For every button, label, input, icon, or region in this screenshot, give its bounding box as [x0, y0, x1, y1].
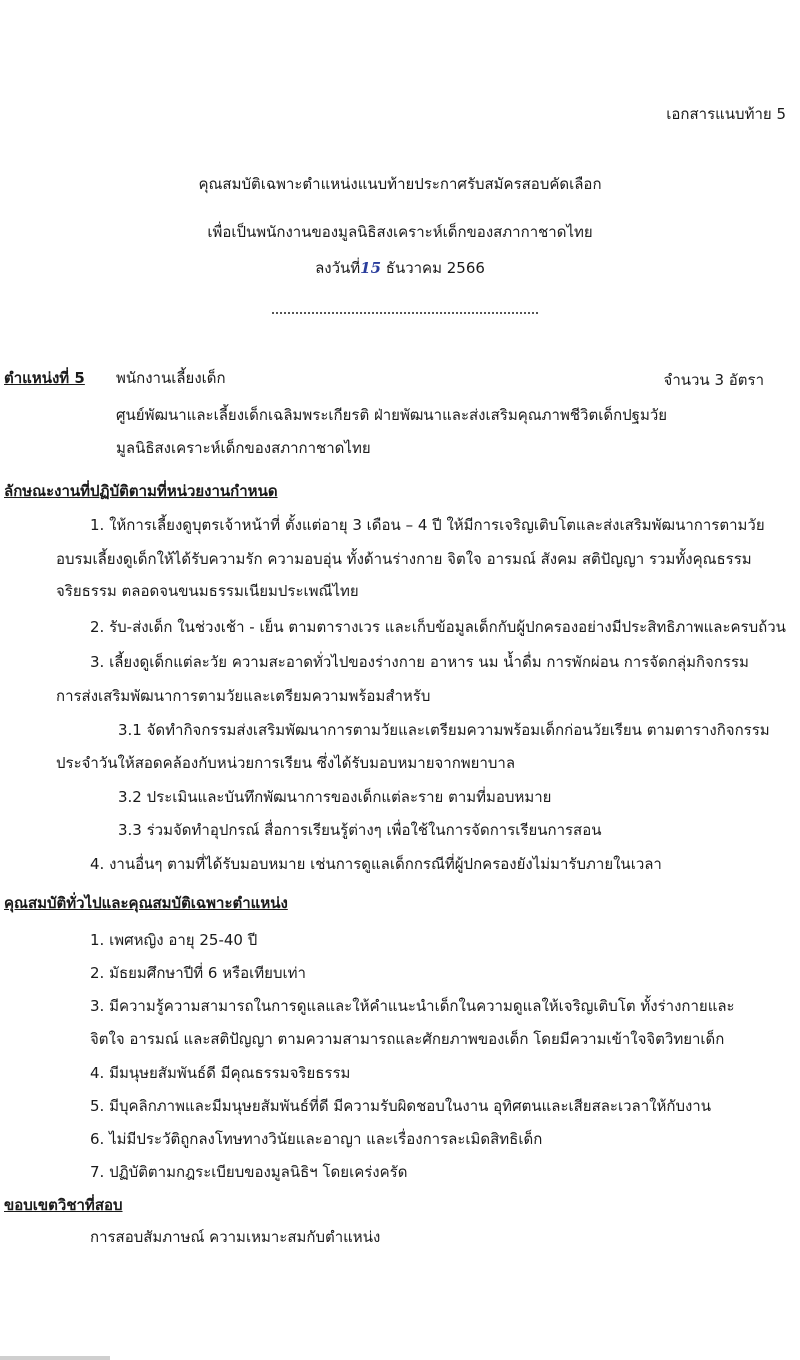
exam-heading: ขอบเขตวิชาที่สอบ [4, 1196, 123, 1214]
duty-line: อบรมเลี้ยงดูเด็กให้ได้รับความรัก ความอบอุ่น ทั้งด้านร่างกาย จิตใจ อารมณ์ สังคม สติปัญญา รวมทั้งคุณธรรม [56, 550, 752, 568]
header-line-2: เพื่อเป็นพนักงานของมูลนิธิสงเคราะห์เด็กของสภากาชาดไทย [207, 223, 593, 241]
date-suffix: ธันวาคม 2566 [381, 259, 485, 277]
qualification-line: จิตใจ อารมณ์ และสติปัญญา ตามความสามารถและศักยภาพของเด็ก โดยมีความเข้าใจจิตวิทยาเด็ก [90, 1030, 725, 1048]
qualification-line: 1. เพศหญิง อายุ 25-40 ปี [90, 931, 258, 949]
scan-edge-mark [0, 1356, 110, 1360]
qualifications-heading: คุณสมบัติทั่วไปและคุณสมบัติเฉพาะตำแหน่ง [4, 894, 288, 912]
position-label: ตำแหน่งที่ 5 [4, 369, 85, 387]
date-prefix: ลงวันที่ [315, 259, 361, 277]
duty-line: 3.2 ประเมินและบันทึกพัฒนาการของเด็กแต่ละราย ตามที่มอบหมาย [118, 788, 552, 806]
duty-line: จริยธรรม ตลอดจนขนมธรรมเนียมประเพณีไทย [56, 582, 359, 600]
date-day-handwritten: 15 [360, 259, 382, 277]
qualification-line: 7. ปฏิบัติตามกฎระเบียบของมูลนิธิฯ โดยเคร่งครัด [90, 1163, 408, 1181]
duty-line: 1. ให้การเลี้ยงดูบุตรเจ้าหน้าที่ ตั้งแต่อายุ 3 เดือน – 4 ปี ให้มีการเจริญเติบโตและส่งเสริมพัฒนาการตามวัย [90, 516, 765, 534]
duties-heading: ลักษณะงานที่ปฏิบัติตามที่หน่วยงานกำหนด [4, 482, 278, 500]
position-count: จำนวน 3 อัตรา [663, 371, 764, 389]
duty-line: การส่งเสริมพัฒนาการตามวัยและเตรียมความพร้อมสำหรับ [56, 687, 431, 705]
position-unit-line-1: ศูนย์พัฒนาและเลี้ยงเด็กเฉลิมพระเกียรติ ฝ่ายพัฒนาและส่งเสริมคุณภาพชีวิตเด็กปฐมวัย [116, 406, 668, 424]
qualification-line: 5. มีบุคลิกภาพและมีมนุษยสัมพันธ์ที่ดี มีความรับผิดชอบในงาน อุทิศตนและเสียสละเวลาให้กับงาน [90, 1097, 711, 1115]
attachment-label: เอกสารแนบท้าย 5 [666, 105, 786, 123]
exam-line: การสอบสัมภาษณ์ ความเหมาะสมกับตำแหน่ง [90, 1228, 381, 1246]
duty-line: 2. รับ-ส่งเด็ก ในช่วงเช้า - เย็น ตามตารางเวร และเก็บข้อมูลเด็กกับผู้ปกครองอย่างมีประสิทธิภาพและครบถ้วน [90, 618, 786, 636]
qualification-line: 3. มีความรู้ความสามารถในการดูแลและให้คำแนะนำเด็กในความดูแลให้เจริญเติบโต ทั้งร่างกายและ [90, 997, 735, 1015]
duty-line: 3. เลี้ยงดูเด็กแต่ละวัย ความสะอาดทั่วไปของร่างกาย อาหาร นม น้ำดื่ม การพักผ่อน การจัดกลุ่มกิจกรรม [90, 653, 749, 671]
qualification-line: 6. ไม่มีประวัติถูกลงโทษทางวินัยและอาญา และเรื่องการละเมิดสิทธิเด็ก [90, 1130, 543, 1148]
duty-line: ประจำวันให้สอดคล้องกับหน่วยการเรียน ซึ่งได้รับมอบหมายจากพยาบาล [56, 754, 516, 772]
position-unit-line-2: มูลนิธิสงเคราะห์เด็กของสภากาชาดไทย [116, 439, 371, 457]
header-line-1: คุณสมบัติเฉพาะตำแหน่งแนบท้ายประกาศรับสมัครสอบคัดเลือก [198, 175, 602, 193]
header-date [0, 258, 800, 278]
position-title: พนักงานเลี้ยงเด็ก [116, 369, 226, 387]
duty-line: 3.1 จัดทำกิจกรรมส่งเสริมพัฒนาการตามวัยและเตรียมความพร้อมเด็กก่อนวัยเรียน ตามตารางกิจกรรม [118, 721, 770, 739]
duty-line: 4. งานอื่นๆ ตามที่ได้รับมอบหมาย เช่นการดูแลเด็กกรณีที่ผู้ปกครองยังไม่มารับภายในเวลา [90, 855, 662, 873]
dotted-divider [272, 312, 538, 314]
qualification-line: 2. มัธยมศึกษาปีที่ 6 หรือเทียบเท่า [90, 964, 306, 982]
qualification-line: 4. มีมนุษยสัมพันธ์ดี มีคุณธรรมจริยธรรม [90, 1064, 351, 1082]
duty-line: 3.3 ร่วมจัดทำอุปกรณ์ สื่อการเรียนรู้ต่างๆ เพื่อใช้ในการจัดการเรียนการสอน [118, 821, 602, 839]
